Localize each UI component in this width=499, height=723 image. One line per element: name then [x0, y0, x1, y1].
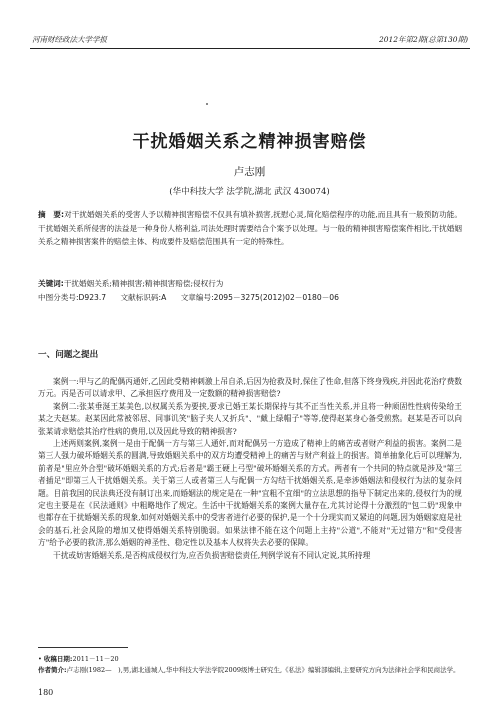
paragraph: 上述两则案例,案例一是由于配偶一方与第三人通奸,而对配偶另一方造成了精神上的痛苦或者财产利益的损害。案例二是第三人强力破坏婚姻关系的圆满,导致婚姻关系中的双方均遭受精神上的痛苦与财产利益上的损害。简单抽象化后可以理解为,前者是"里应外合型"破坏婚姻关系的方式;后者是"霸王硬上弓型"破坏婚姻关系的方式。两者有一个共同的特点就是涉及"第三者插足"即第三人干扰婚姻关系。关于第三人或者第三人与配偶一方勾结干扰婚姻关系,是牵涉婚姻法和侵权行为法的复杂问题。目前我国的民法典还没有制订出来,而婚姻法的规定是在一种"宜粗不宜细"的立法思想的指导下制定出来的,侵权行为的规定也主要是在《民法通则》中粗略地作了规定。生活中干扰婚姻关系的案例大量存在,尤其讨论得十分激烈的"包二奶"现象中也都存在于扰婚姻关系的现象,如何对婚姻关系中的受害者进行必要的保护,是一个十分现实而又紧迫的问题,因为婚姻家庭是社会的基石,社会风险的增加又使得婚姻关系特别脆弱。如果法律不能在这个问题上主持"公道",不能对"无过错方"和"受侵害方"给予必要的救济,那么婚姻的神圣性、稳定性以及基本人权将失去必要的保障。	[38, 439, 462, 548]
keywords-text: 干扰婚姻关系;精神损害;精神损害赔偿;侵权行为	[63, 279, 224, 288]
article-number: 文章编号:2095－3275(2012)02－0180－06	[180, 293, 339, 302]
document-code: 文献标识码:A	[120, 293, 167, 302]
author-affiliation: (华中科技大学 法学院,湖北 武汉 430074)	[169, 187, 330, 197]
footnote-rule	[38, 647, 128, 648]
running-header	[30, 30, 470, 46]
bio-label: 作者简介:	[38, 666, 67, 674]
scan-speck	[206, 103, 208, 105]
footnote	[38, 654, 462, 676]
abstract-text: 对干扰婚姻关系的受害人予以精神损害赔偿不仅具有填补损害,抚慰心灵,简化赔偿程序的功能,而且具有一般预防功能。干扰婚姻关系所侵害的法益是一种身份人格利益,司法处理时需要结合个案予以处理。与一般的精神损害赔偿案件相比,干扰婚姻关系之精神损害案件的赔偿主体、构成要件及赔偿范围具有一定的特殊性。	[38, 210, 462, 247]
paragraph: 案例一:甲与乙的配偶丙通奸,乙因此受精神刺激上吊自杀,后因为抢救及时,保住了性命,但落下终身残疾,并因此花治疗费数万元。丙是否可以请求甲、乙承担医疗费用及一定数额的精神损害赔偿?	[38, 377, 462, 399]
abstract-label: 摘 要:	[38, 210, 65, 219]
received-label: 收稿日期:	[43, 655, 73, 663]
header-rule	[30, 48, 470, 49]
body-text	[38, 376, 462, 562]
classification-line	[38, 292, 462, 303]
clc-number: 中图分类号:D923.7	[38, 293, 107, 302]
article-author: 卢志刚	[233, 166, 266, 178]
paragraph: 干扰或妨害婚姻关系,是否构成侵权行为,应否负损害赔偿责任,判例学说有不同认定说,其所持理	[53, 550, 371, 560]
issue-number: 2012年第2期(总第130期)	[378, 35, 468, 44]
author-bio: 卢志刚(1982— ),男,湖北通城人,华中科技大学法学院2009级博士研究生,《私法》编辑部编辑,主要研究方向为法律社会学和民商法学。	[66, 666, 460, 674]
section-heading: 一、问题之提出	[38, 350, 99, 360]
author-bio-line	[38, 665, 462, 676]
keywords-label: 关键词:	[38, 279, 64, 288]
received-date-line: • 收稿日期:2011－11－20	[38, 655, 119, 663]
page-number: 180	[38, 688, 54, 697]
received-date: 2011－11－20	[72, 655, 119, 663]
keywords	[38, 278, 462, 289]
article-title: 干扰婚姻关系之精神损害赔偿	[132, 132, 367, 152]
journal-name: 河南财经政法大学学报	[32, 35, 107, 44]
paragraph: 案例二:张某垂涎王某美色,以权属关系为要挟,要求已婚王某长期保持与其不正当性关系,并且将一种顽固性性病传染给王某之夫赵某。赵某因此常被邻居、同事讥笑"脑子夹人又折兵"、"戴上绿帽子"等等,使得赵某身心备受煎熬。赵某是否可以向张某请求赔偿其治疗性病的费用,以及因此导致的精神损害?	[38, 401, 462, 436]
abstract	[38, 208, 462, 249]
